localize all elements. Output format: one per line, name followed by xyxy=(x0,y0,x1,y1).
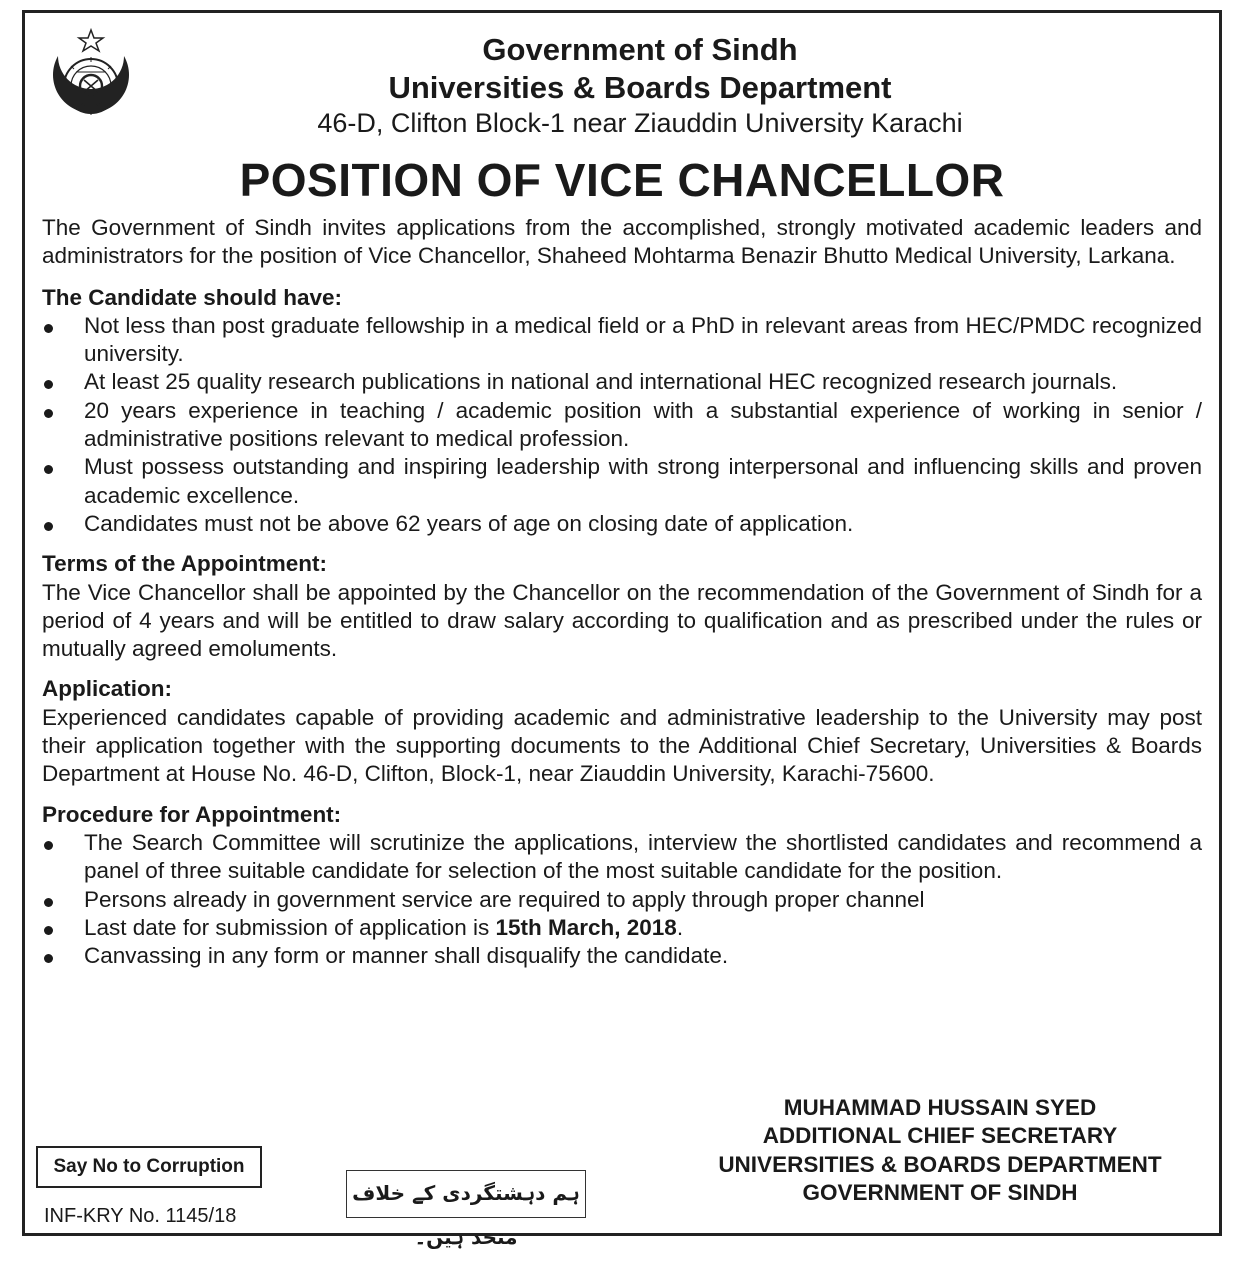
list-item: Candidates must not be above 62 years of age on closing date of application. xyxy=(42,510,1202,538)
list-item: The Search Committee will scrutinize the applications, interview the shortlisted candidates and recommend a panel of three suitable candidate for selection of the most suitable candidate for the position. xyxy=(42,829,1202,886)
bullet-icon xyxy=(44,380,53,389)
list-item: Last date for submission of application is 15th March, 2018. xyxy=(42,914,1202,942)
terms-heading: Terms of the Appointment: xyxy=(42,551,327,577)
advertisement-body xyxy=(42,214,1202,970)
header-address: 46-D, Clifton Block-1 near Ziauddin University Karachi xyxy=(317,108,963,138)
bullet-icon xyxy=(44,409,53,418)
list-item: At least 25 quality research publications in national and international HEC recognized research journals. xyxy=(42,368,1202,396)
signatory-government: GOVERNMENT OF SINDH xyxy=(802,1179,1078,1205)
signatory-designation: ADDITIONAL CHIEF SECRETARY xyxy=(762,1123,1118,1149)
bullet-icon xyxy=(44,841,53,850)
sindh-government-seal-icon xyxy=(44,28,138,134)
reference-number: INF-KRY No. 1145/18 xyxy=(44,1205,237,1227)
signatory-name: MUHAMMAD HUSSAIN SYED xyxy=(783,1095,1097,1120)
anti-corruption-slogan: Say No to Corruption xyxy=(36,1146,262,1188)
bullet-icon xyxy=(44,522,53,531)
application-heading: Application: xyxy=(42,676,172,702)
last-date: 15th March, 2018 xyxy=(495,914,677,940)
list-item: Persons already in government service are required to apply through proper channel xyxy=(42,886,1202,914)
header-government-name: Government of Sindh xyxy=(482,32,798,67)
signature-block xyxy=(640,1094,1240,1207)
candidate-requirements-list xyxy=(42,312,1202,538)
bullet-icon xyxy=(44,898,53,907)
bullet-icon xyxy=(44,926,53,935)
application-paragraph: Experienced candidates capable of providing academic and administrative leadership to the University may post their application together with the supporting documents to the Additional Chief Secretary, Universities & Boards Department at House No. 46-D, Clifton, Block-1, near Ziauddin University, Karachi-75600. xyxy=(42,704,1202,787)
list-item: Not less than post graduate fellowship in a medical field or a PhD in relevant areas from HEC/PMDC recognized university. xyxy=(42,312,1202,369)
header-department-name: Universities & Boards Department xyxy=(388,70,892,105)
intro-paragraph: The Government of Sindh invites applications from the accomplished, strongly motivated academic leaders and administrators for the position of Vice Chancellor, Shaheed Mohtarma Benazir Bhutto Medical University, Larkana. xyxy=(42,215,1202,269)
bullet-icon xyxy=(44,324,53,333)
procedure-heading: Procedure for Appointment: xyxy=(42,801,342,827)
advertisement-title: POSITION OF VICE CHANCELLOR xyxy=(239,154,1005,206)
signatory-department: UNIVERSITIES & BOARDS DEPARTMENT xyxy=(718,1151,1162,1177)
procedure-list xyxy=(42,829,1202,970)
list-item: 20 years experience in teaching / academic position with a substantial experience of working in senior / administrative positions relevant to medical profession. xyxy=(42,397,1202,454)
urdu-anti-terrorism-slogan: ہم دہشتگردی کے خلاف متحد ہیں۔ xyxy=(346,1170,586,1218)
list-item: Canvassing in any form or manner shall disqualify the candidate. xyxy=(42,942,1202,970)
bullet-icon xyxy=(44,954,53,963)
candidate-requirements-heading: The Candidate should have: xyxy=(42,284,343,310)
terms-paragraph: The Vice Chancellor shall be appointed by the Chancellor on the recommendation of the Government of Sindh for a period of 4 years and will be entitled to draw salary according to qualification and as prescribed under the rules or mutually agreed emoluments. xyxy=(42,579,1202,662)
list-item: Must possess outstanding and inspiring leadership with strong interpersonal and influencing skills and proven academic excellence. xyxy=(42,453,1202,510)
bullet-icon xyxy=(44,465,53,474)
